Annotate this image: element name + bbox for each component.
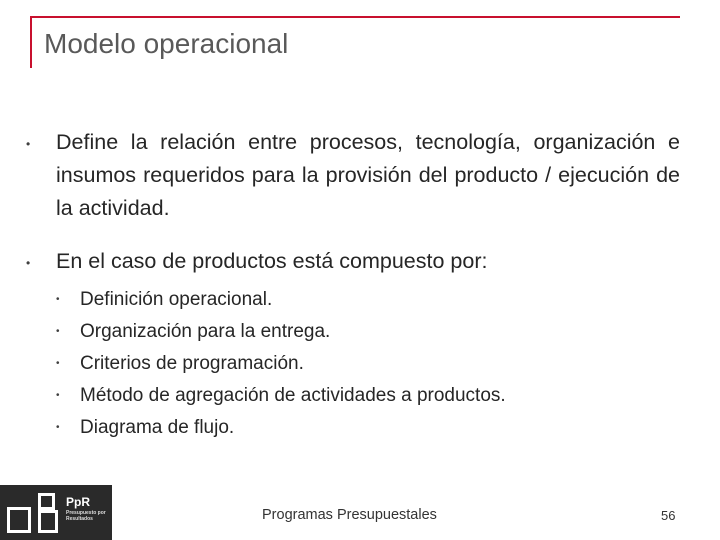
bullet-icon: • xyxy=(26,137,31,151)
sub-bullet-item xyxy=(56,316,680,348)
sub-bullet-item xyxy=(56,284,680,316)
sub-bullet-list xyxy=(56,284,680,444)
ppr-logo xyxy=(0,485,112,540)
sub-bullet-icon: • xyxy=(56,294,60,305)
sub-bullet-icon: • xyxy=(56,422,60,433)
sub-bullet-text: Organización para la entrega. xyxy=(80,321,331,342)
bullet-text: En el caso de productos está compuesto por: xyxy=(56,249,488,273)
sub-bullet-icon: • xyxy=(56,358,60,369)
sub-bullet-item xyxy=(56,380,680,412)
footer xyxy=(0,485,720,540)
sub-bullet-text: Diagrama de flujo. xyxy=(80,417,235,438)
logo-subtitle: Presupuesto por Resultados xyxy=(66,510,106,522)
sub-bullet-icon: • xyxy=(56,390,60,401)
logo-title: PpR xyxy=(66,495,90,509)
logo-square-icon xyxy=(38,493,55,510)
bullet-item xyxy=(26,126,680,225)
sub-bullet-icon: • xyxy=(56,326,60,337)
logo-square-icon xyxy=(38,510,58,533)
footer-text: Programas Presupuestales xyxy=(262,507,437,523)
sub-bullet-text: Método de agregación de actividades a productos. xyxy=(80,385,506,406)
bullet-list xyxy=(26,126,680,464)
sub-bullet-item xyxy=(56,412,680,444)
sub-bullet-item xyxy=(56,348,680,380)
bullet-item xyxy=(26,245,680,444)
slide-title: Modelo operacional xyxy=(44,28,289,59)
sub-bullet-text: Definición operacional. xyxy=(80,289,273,310)
page-number: 56 xyxy=(661,508,676,523)
sub-bullet-text: Criterios de programación. xyxy=(80,353,304,374)
bullet-text: Define la relación entre procesos, tecnología, organización e insumos requeridos para la provisión del producto / ejecución de la actividad. xyxy=(56,130,680,220)
logo-square-icon xyxy=(7,507,31,533)
bullet-icon: • xyxy=(26,256,31,270)
